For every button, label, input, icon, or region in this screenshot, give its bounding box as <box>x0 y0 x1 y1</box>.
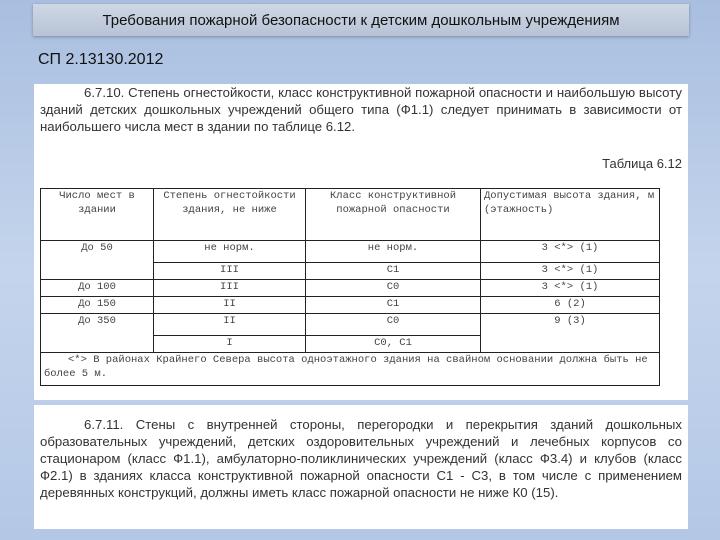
table-row <box>41 241 660 263</box>
header-cell: Допустимая высота здания, м (этажность) <box>481 189 660 241</box>
table-cell: До 50 <box>41 241 154 280</box>
table-cell: С0 <box>306 314 481 336</box>
table-cell: С0, С1 <box>306 336 481 353</box>
table-cell: III <box>154 280 306 297</box>
table-row <box>41 314 660 336</box>
standard-code: СП 2.13130.2012 <box>38 51 164 68</box>
table-row <box>41 280 660 297</box>
table-caption: Таблица 6.12 <box>602 156 682 171</box>
table-cell: II <box>154 314 306 336</box>
table-cell: 3 <*> (1) <box>481 241 660 263</box>
header-cell: Число мест в здании <box>41 189 154 241</box>
table-cell: 6 (2) <box>481 297 660 314</box>
clause-6-7-11-panel <box>34 405 688 529</box>
table-cell: С0 <box>306 280 481 297</box>
clause-6-7-10-text: 6.7.10. Степень огнестойкости, класс конструктивной пожарной опасности и наибольшую высоту зданий детских дошкольных учреждений общего типа (Ф1.1) следует принимать в зависимости от наибольшего числа мест в здании по таблице 6.12. <box>40 85 682 134</box>
slide-title: Требования пожарной безопасности к детским дошкольным учреждениям <box>33 4 689 36</box>
table-footnote: <*> В районах Крайнего Севера высота одноэтажного здания на свайном основании должна быть не более 5 м. <box>41 353 660 386</box>
table-cell: III <box>154 263 306 280</box>
table-footnote-row <box>41 353 660 386</box>
table-cell: До 350 <box>41 314 154 353</box>
header-cell: Степень огнестойкости здания, не ниже <box>154 189 306 241</box>
table-cell: До 150 <box>41 297 154 314</box>
table-cell: 3 <*> (1) <box>481 280 660 297</box>
table-cell: До 100 <box>41 280 154 297</box>
table-header-row <box>41 189 660 241</box>
clause-6-7-10-panel <box>34 84 688 400</box>
table-cell: 3 <*> (1) <box>481 263 660 280</box>
table-row <box>41 297 660 314</box>
table-6-12 <box>40 188 660 386</box>
table-cell: С1 <box>306 297 481 314</box>
table-cell: I <box>154 336 306 353</box>
clause-6-7-11-text: 6.7.11. Стены с внутренней стороны, перегородки и перекрытия зданий дошкольных образовательных учреждений, детских оздоровительных учреждений и лечебных корпусов со стационаром (класс Ф1.1), амбулаторно-поликлинических учреждений (класс Ф3.4) и клубов (класс Ф2.1) в зданиях класса конструктивной пожарной опасности С1 - С3, в том числе с применением деревянных конструкций, должны иметь класс пожарной опасности не ниже К0 (15). <box>40 417 682 500</box>
table-cell: С1 <box>306 263 481 280</box>
table-cell: II <box>154 297 306 314</box>
header-cell: Класс конструктивной пожарной опасности <box>306 189 481 241</box>
table-cell: 9 (3) <box>481 314 660 353</box>
table-cell: не норм. <box>154 241 306 263</box>
table-cell: не норм. <box>306 241 481 263</box>
